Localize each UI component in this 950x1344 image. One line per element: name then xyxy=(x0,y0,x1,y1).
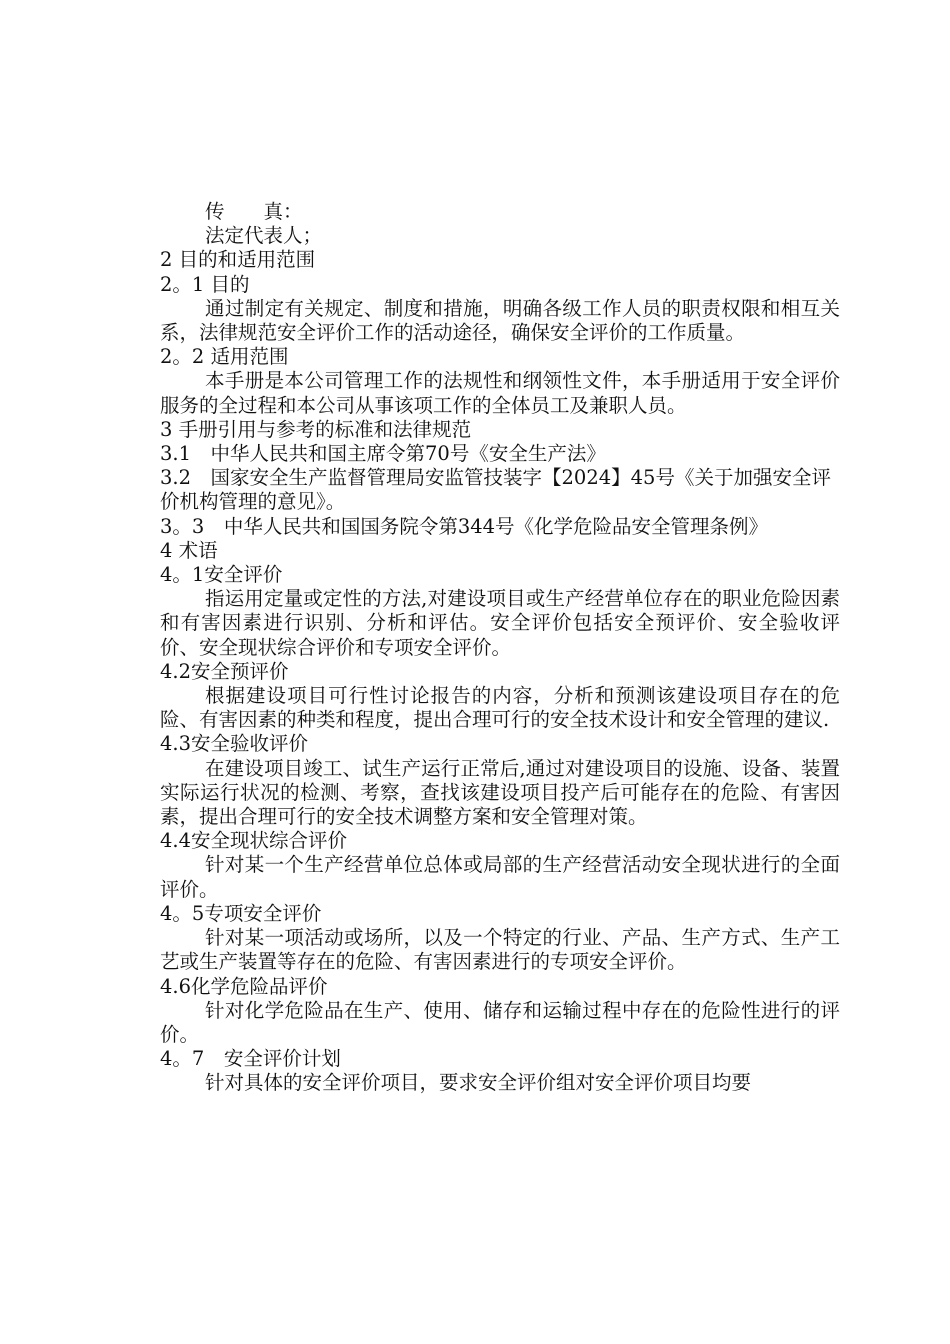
section-2-2-paragraph: 本手册是本公司管理工作的法规性和纲领性文件，本手册适用于安全评价服务的全过程和本公司从事该项工作的全体员工及兼职人员。 xyxy=(160,369,840,417)
section-3-3-item: 3。3 中华人民共和国国务院令第344号《化学危险品安全管理条例》 xyxy=(160,514,769,538)
section-4-7-heading: 4。7 安全评价计划 xyxy=(160,1047,341,1071)
section-4-2-heading: 4.2安全预评价 xyxy=(160,659,289,683)
section-2-heading: 2 目的和适用范围 xyxy=(160,248,316,272)
section-3-2-item: 3.2 国家安全生产监督管理局安监管技装字【2024】45号《关于加强安全评价机构管理的意见》。 xyxy=(160,466,831,514)
section-4-7-paragraph: 针对具体的安全评价项目，要求安全评价组对安全评价项目均要 xyxy=(205,1071,752,1095)
section-4-1-heading: 4。1安全评价 xyxy=(160,563,283,587)
section-4-5-heading: 4。5专项安全评价 xyxy=(160,901,322,925)
section-2-1-paragraph: 通过制定有关规定、制度和措施，明确各级工作人员的职责权限和相互关系，法律规范安全评价工作的活动途径，确保安全评价的工作质量。 xyxy=(160,296,840,345)
section-4-2-paragraph: 根据建设项目可行性讨论报告的内容，分析和预测该建设项目存在的危险、有害因素的种类和程度，提出合理可行的安全技术设计和安全管理的建议. xyxy=(160,684,840,732)
section-2-2-heading: 2。2 适用范围 xyxy=(160,345,289,369)
section-4-3-paragraph: 在建设项目竣工、试生产运行正常后,通过对建设项目的设施、设备、装置实际运行状况的检测、考察，查找该建设项目投产后可能存在的危险、有害因素，提出合理可行的安全技术调整方案和安全管理对策。 xyxy=(160,756,840,829)
section-4-4-paragraph: 针对某一个生产经营单位总体或局部的生产经营活动安全现状进行的全面评价。 xyxy=(160,853,840,901)
section-4-6-paragraph: 针对化学危险品在生产、使用、储存和运输过程中存在的危险性进行的评价。 xyxy=(160,998,840,1046)
legal-representative-label: 法定代表人； xyxy=(205,224,323,248)
section-2-1-heading: 2。1 目的 xyxy=(160,272,250,296)
section-4-3-heading: 4.3安全验收评价 xyxy=(160,732,309,756)
section-4-heading: 4 术语 xyxy=(160,538,218,562)
section-4-6-heading: 4.6化学危险品评价 xyxy=(160,974,328,998)
section-4-5-paragraph: 针对某一项活动或场所，以及一个特定的行业、产品、生产方式、生产工艺或生产装置等存在的危险、有害因素进行的专项安全评价。 xyxy=(160,926,840,974)
section-4-4-heading: 4.4安全现状综合评价 xyxy=(160,829,348,853)
document-page xyxy=(160,200,840,1096)
section-3-heading: 3 手册引用与参考的标准和法律规范 xyxy=(160,417,472,441)
section-3-1-item: 3.1 中华人民共和国主席令第70号《安全生产法》 xyxy=(160,442,606,466)
section-4-1-paragraph: 指运用定量或定性的方法,对建设项目或生产经营单位存在的职业危险因素和有害因素进行识别、分析和评估。安全评价包括安全预评价、安全验收评价、安全现状综合评价和专项安全评价。 xyxy=(160,587,840,659)
fax-label: 传 真： xyxy=(205,200,303,223)
